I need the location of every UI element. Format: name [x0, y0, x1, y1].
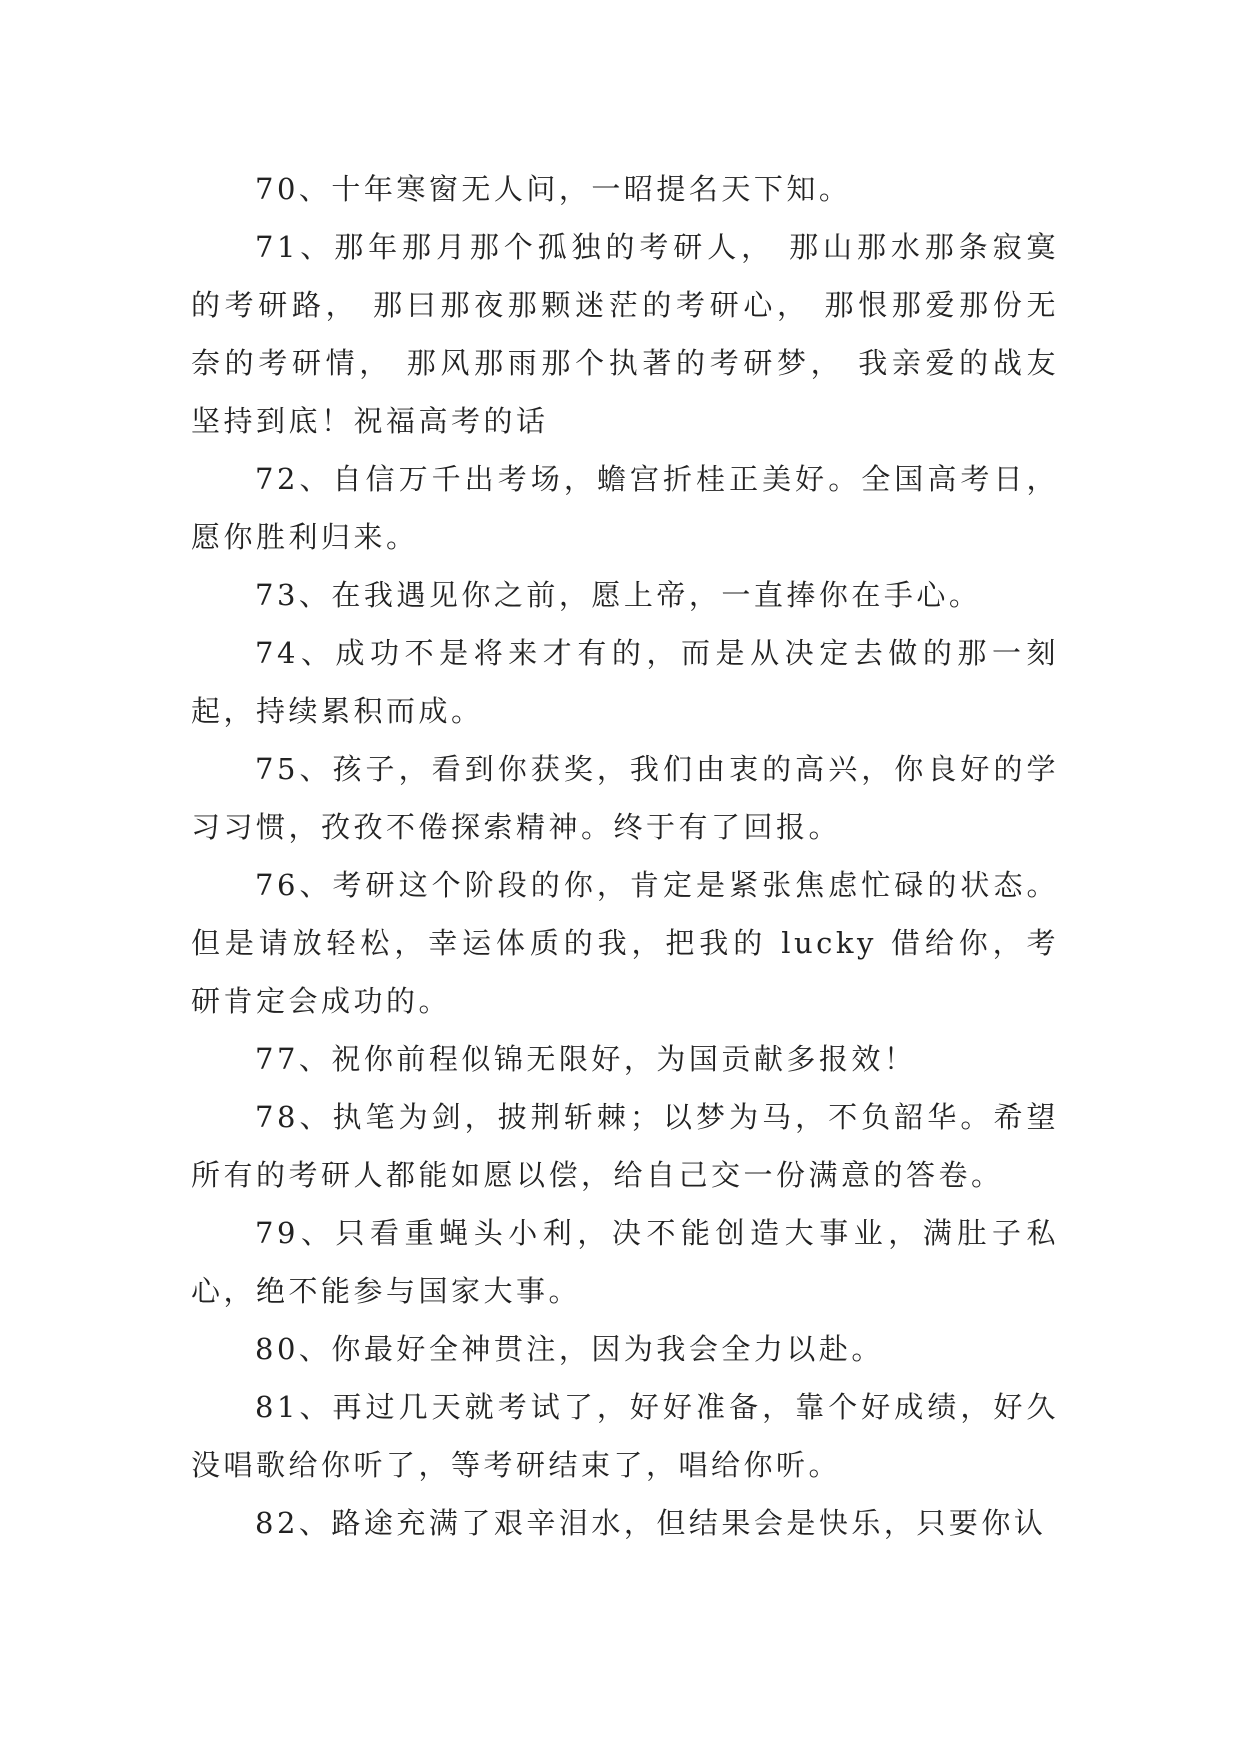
paragraph-77: 77、祝你前程似锦无限好，为国贡献多报效！	[255, 1042, 917, 1076]
paragraph-80: 80、你最好全神贯注，因为我会全力以赴。	[255, 1332, 884, 1366]
paragraph-79: 79、只看重蝇头小利，决不能创造大事业，满肚子私心，绝不能参与国家大事。	[191, 1216, 1059, 1308]
paragraph-71: 71、那年那月那个孤独的考研人， 那山那水那条寂寞的考研路， 那曰那夜那颗迷茫的考研心， 那恨那爱那份无奈的考研情， 那风那雨那个执著的考研梦， 我亲爱的战友坚持到底！祝福高考的话	[191, 230, 1059, 438]
paragraph-81: 81、再过几天就考试了，好好准备，靠个好成绩，好久没唱歌给你听了，等考研结束了，唱给你听。	[191, 1390, 1059, 1482]
paragraph-70: 70、十年寒窗无人问，一昭提名天下知。	[255, 172, 852, 206]
paragraph-72: 72、自信万千出考场，蟾宫折桂正美好。全国高考日，愿你胜利归来。	[191, 462, 1059, 554]
paragraph-82: 82、路途充满了艰辛泪水，但结果会是快乐，只要你认	[255, 1506, 1047, 1540]
paragraph-76: 76、考研这个阶段的你，肯定是紧张焦虑忙碌的状态。但是请放轻松，幸运体质的我，把我的 lucky 借给你，考研肯定会成功的。	[191, 868, 1059, 1018]
paragraph-74: 74、成功不是将来才有的，而是从决定去做的那一刻起，持续累积而成。	[191, 636, 1059, 728]
paragraph-73: 73、在我遇见你之前，愿上帝，一直捧你在手心。	[255, 578, 982, 612]
document-page	[191, 160, 1059, 1552]
paragraph-78: 78、执笔为剑，披荆斩棘；以梦为马，不负韶华。希望所有的考研人都能如愿以偿，给自己交一份满意的答卷。	[191, 1100, 1059, 1192]
paragraph-75: 75、孩子，看到你获奖，我们由衷的高兴，你良好的学习习惯，孜孜不倦探索精神。终于有了回报。	[191, 752, 1059, 844]
